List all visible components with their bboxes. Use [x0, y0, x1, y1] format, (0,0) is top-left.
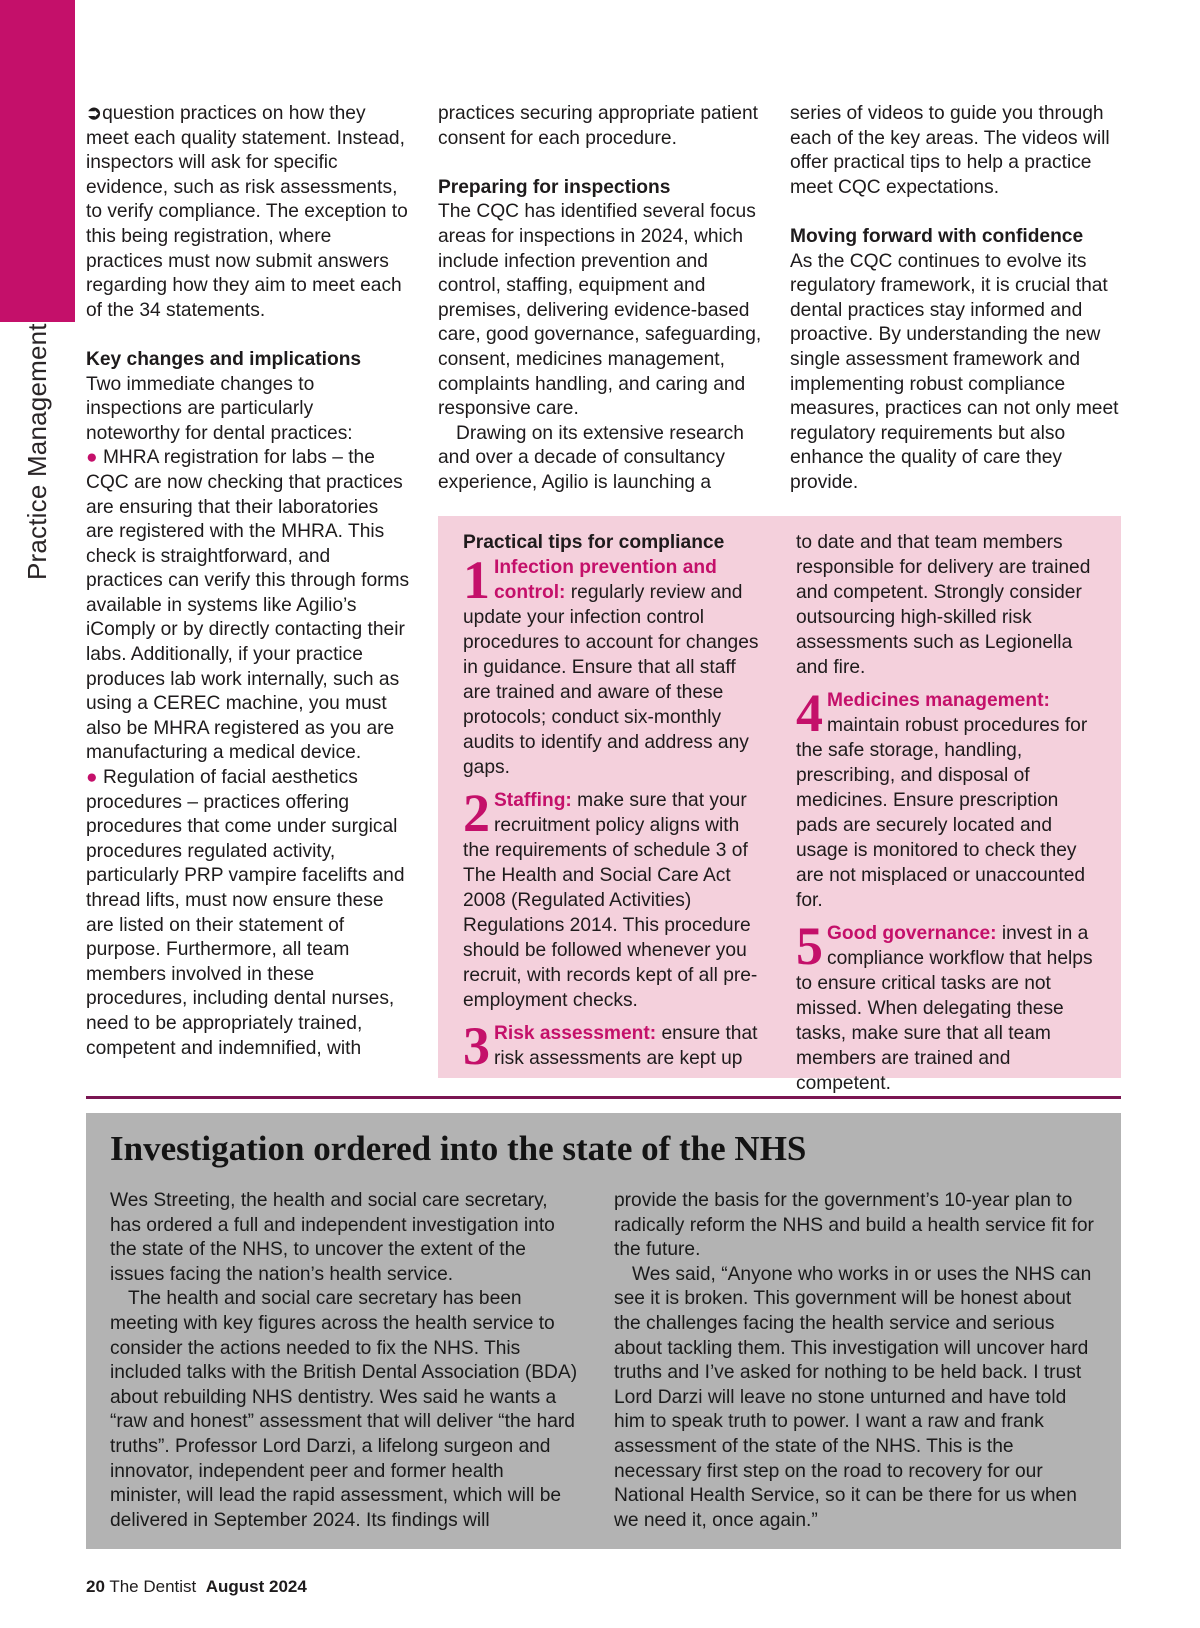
tip-number: 2	[463, 783, 490, 843]
issue-date: August 2024	[205, 1577, 307, 1596]
page-number: 20	[86, 1577, 105, 1596]
paragraph: The health and social care secretary has been meeting with key figures across the health service to consider the actions needed to fix the NHS. This included talks with the British Dental Association (BDA) about rebuilding NHS dentistry. Wes said he wants a “raw and honest” assessment that will deliver “the hard truths”. Professor Lord Darzi, a lifelong surgeon and innovator, independent peer and former health minister, will lead the rapid assessment, which will be delivered in September 2024. Its findings will	[110, 1288, 578, 1531]
article-column-1	[86, 102, 411, 1061]
tip-number: 3	[463, 1016, 490, 1076]
tip-item: 4 Medicines management: maintain robust procedures for the safe storage, handling, prescribing, and disposal of medicines. Ensure prescription pads are securely located and usage is monitored to check they are not misplaced or unaccounted for.	[796, 683, 1088, 911]
paragraph: Wes Streeting, the health and social care secretary, has ordered a full and independent investigation into the state of the NHS, to uncover the extent of the issues facing the nation’s health service.	[110, 1190, 555, 1285]
news-column-left	[110, 1189, 580, 1533]
paragraph: ➲question practices on how they meet each quality statement. Instead, inspectors will ask for specific evidence, such as risk assessments, to verify compliance. The exception to this being registration, where practices must now submit answers regarding how they aim to meet each of the 34 statements.	[86, 103, 408, 321]
paragraph: series of videos to guide you through each of the key areas. The videos will offer practical tips to help a practice meet CQC expectations.	[790, 103, 1110, 198]
tip-item: 2 Staffing: make sure that your recruitment policy aligns with the requirements of schedule 3 of The Health and Social Care Act 2008 (Regulated Activities) Regulations 2014. This procedure should be followed whenever you recruit, with records kept of all pre-employment checks.	[463, 783, 758, 1011]
divider-rule	[86, 1096, 1121, 1099]
paragraph: Two immediate changes to inspections are particularly noteworthy for dental practices:	[86, 373, 353, 444]
bullet-item: ● Regulation of facial aesthetics procedures – practices offering procedures that come under surgical procedures regulated activity, particularly PRP vampire facelifts and thread lifts, must now ensure these are listed on their statement of purpose. Furthermore, all team members involved in these procedures, including dental nurses, need to be appropriately trained, competent and indemnified, with	[86, 767, 405, 1059]
paragraph: Drawing on its extensive research and over a decade of consultancy experience, Agilio is launching a	[438, 422, 744, 493]
paragraph: The CQC has identified several focus areas for inspections in 2024, which include infection prevention and control, staffing, equipment and premises, delivering evidence-based care, good governance, safeguarding, consent, medicines management, complaints handling, and caring and responsive care.	[438, 201, 762, 420]
tip-continuation: to date and that team members responsible for delivery are trained and competent. Strongly consider outsourcing high-skilled risk assessments such as Legionella and fire.	[796, 532, 1091, 678]
tips-column-left	[463, 530, 768, 1076]
bullet-icon: ●	[86, 447, 98, 469]
magazine-name: The Dentist	[109, 1577, 197, 1596]
tips-column-right	[796, 530, 1101, 1096]
subheading: Key changes and implications	[86, 348, 362, 370]
article-column-2	[438, 102, 768, 496]
article-column-3	[790, 102, 1120, 496]
bullet-item: ● MHRA registration for labs – the CQC are now checking that practices are ensuring that their laboratories are registered with the MHRA. This check is straightforward, and practices can verify this through forms available in systems like Agilio’s iComply or by directly contacting their labs. Additionally, if your practice produces lab work internally, such as using a CEREC machine, you must also be MHRA registered as you are manufacturing a medical device.	[86, 447, 410, 764]
paragraph: Wes said, “Anyone who works in or uses the NHS can see it is broken. This government will be honest about the challenges facing the health service and serious about tackling them. This investigation will uncover hard truths and I’ve asked for nothing to be held back. I trust Lord Darzi will leave no stone unturned and have told him to speak truth to power. I want a raw and frank assessment of the state of the NHS. This is the necessary first step on the road to recovery for our National Health Service, so it can be there for us when we need it, once again.”	[614, 1263, 1092, 1531]
tip-heading: Good governance:	[827, 923, 997, 944]
tip-number: 4	[796, 683, 823, 743]
tip-heading: Infection prevention and control:	[494, 557, 717, 603]
news-box	[86, 1113, 1121, 1549]
tips-box	[438, 516, 1121, 1094]
tip-heading: Risk assessment:	[494, 1023, 657, 1044]
bullet-icon: ●	[86, 767, 98, 789]
tip-item: 1 Infection prevention and control: regularly review and update your infection control procedures to account for changes in guidance. Ensure that all staff are trained and aware of these protocols; conduct six-monthly audits to identify and address any gaps.	[463, 550, 759, 778]
subheading: Moving forward with confidence	[790, 225, 1084, 247]
section-label: Practice Management	[22, 323, 52, 580]
tip-item: 3 Risk assessment: ensure that risk assessments are kept up	[463, 1016, 758, 1076]
news-column-right	[614, 1189, 1094, 1533]
tips-title: Practical tips for compliance	[463, 532, 725, 553]
tip-item: 5 Good governance: invest in a compliance workflow that helps to ensure critical tasks are not missed. When delegating these tasks, make sure that all team members are trained and competent.	[796, 916, 1093, 1094]
news-headline: Investigation ordered into the state of the NHS	[110, 1129, 807, 1168]
page-footer	[86, 1577, 307, 1597]
subheading: Preparing for inspections	[438, 176, 671, 198]
tip-heading: Medicines management:	[827, 690, 1050, 711]
tip-number: 5	[796, 916, 823, 976]
tip-heading: Staffing:	[494, 790, 572, 811]
tip-number: 1	[463, 550, 490, 610]
section-color-bar	[0, 0, 75, 322]
paragraph: As the CQC continues to evolve its regulatory framework, it is crucial that dental practices stay informed and proactive. By understanding the new single assessment framework and implementing robust compliance measures, practices can not only meet regulatory requirements but also enhance the quality of care they provide.	[790, 250, 1119, 493]
continued-arrow-icon: ➲	[86, 103, 103, 124]
paragraph: provide the basis for the government’s 10-year plan to radically reform the NHS and build a health service fit for the future.	[614, 1190, 1094, 1261]
paragraph: practices securing appropriate patient consent for each procedure.	[438, 103, 758, 149]
